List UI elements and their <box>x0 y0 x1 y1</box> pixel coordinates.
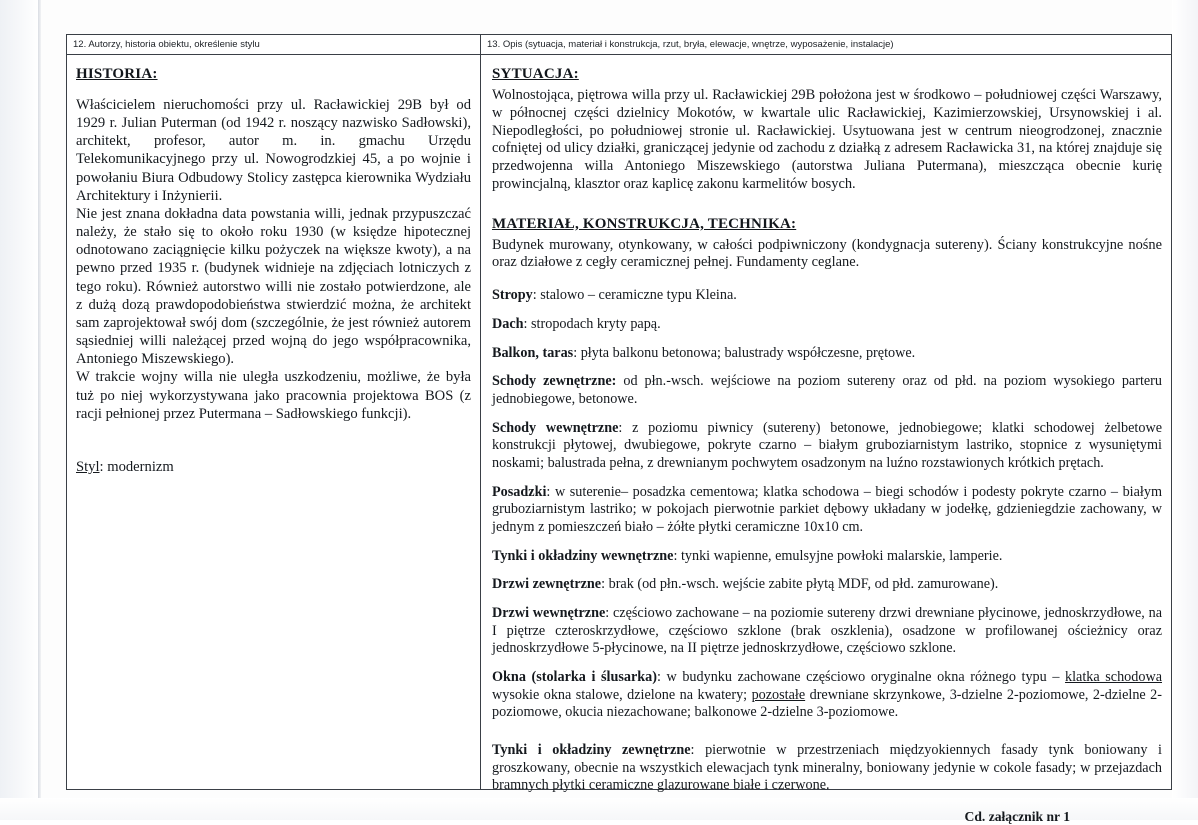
entry-dach-text: stropodach kryty papą. <box>531 315 661 332</box>
scan-left-edge <box>0 0 38 820</box>
entry-stropy-text: stalowo – ceramiczne typu Kleina. <box>540 287 737 304</box>
entry-tynki-zewnetrzne-text: pierwotnie w przestrzeniach międzyokiennych fasady tynk boniowany i groszkowany, obecnie na wszystkich elewacjach tynk mineralny, boniowany jedynie w cokole fasady; w przejazdach bramnych płytki ceramiczne glazurowane białe i czerwone. <box>492 742 1162 794</box>
situation-text: Wolnostojąca, piętrowa willa przy ul. Racławickiej 29B położona jest w środkowo – południowej części Warszawy, w północnej części dzielnicy Mokotów, w kwartale ulic Racławickiej, Kazimierzowskiej, Ursynowskiej i al. Niepodległości, po południowej stronie ul. Racławickiej. Usytuowana jest w centrum nieogrodzonej, znacznie cofniętej od ulicy działki, graniczącej jedynie od zachodu z działką z adresem Racławicka 31, na której znajduje się przedwojenna willa Antoniego Miszewskiego (autorstwa Juliana Putermana), mieszcząca obecnie kurię prowincjalną, klasztor oraz kaplicę zakonu karmelitów bosych. <box>492 87 1162 192</box>
entry-balkon-taras-label: Balkon, taras <box>492 344 574 361</box>
field-12-header: 12. Autorzy, historia obiektu, określenie stylu <box>67 35 481 54</box>
entry-posadzki <box>492 484 1162 537</box>
entry-stropy-sep: : <box>532 287 541 304</box>
situation-spacer <box>492 194 1162 216</box>
entry-schody-wewnetrzne-label: Schody wewnętrzne <box>492 419 619 436</box>
entry-drzwi-wewnetrzne-sep: : <box>605 604 613 621</box>
entry-okna-label: Okna (stolarka i ślusarka) <box>492 669 657 685</box>
entry-okna-text-part-3: drewniane skrzynkowe, 3-dzielne 2-poziomowe, 2-dzielne 2-poziomowe, okucia niezachowane; balkonowe 2-dzielne 3-poziomowe. <box>492 686 1162 721</box>
entry-stropy-label: Stropy <box>492 287 533 304</box>
material-text: Budynek murowany, otynkowany, w całości podpiwniczony (kondygnacja sutereny). Ściany konstrukcyjne nośne oraz działowe z cegły ceramicznej pełnej. Fundamenty ceglane. <box>492 236 1162 271</box>
okna-spacer <box>492 733 1162 742</box>
entry-tynki-zewnetrzne-label: Tynki i okładziny zewnętrzne <box>492 742 691 759</box>
entry-dach <box>492 316 1162 334</box>
entry-posadzki-sep: : <box>546 483 555 500</box>
entry-tynki-wewnetrzne <box>492 548 1162 566</box>
table-body-row <box>67 55 1171 825</box>
entry-drzwi-wewnetrzne <box>492 605 1162 658</box>
continuation-note: Cd. załącznik nr 1 <box>964 809 1070 825</box>
entry-drzwi-wewnetrzne-label: Drzwi wewnętrzne <box>492 604 606 621</box>
entry-tynki-wewnetrzne-sep: : <box>673 547 681 564</box>
record-card-table <box>66 34 1172 825</box>
material-title: MATERIAŁ, KONSTRUKCJA, TECHNIKA: <box>492 215 797 232</box>
entry-schody-wewnetrzne-sep: : <box>618 419 633 436</box>
entry-okna-underline-klatka-schodowa: klatka schodowa <box>1065 669 1162 685</box>
column-description <box>481 55 1171 825</box>
entry-schody-zewnetrzne-label: Schody zewnętrzne: <box>492 373 617 390</box>
entry-dach-label: Dach <box>492 315 524 332</box>
history-paragraph-3: W trakcie wojny willa nie uległa uszkodzeniu, możliwe, że była tuż po niej wykorzystywana jako pracownia projektowa BOS (z racji pełnionej przez Putermana – Sadłowskiego funkcji). <box>76 369 471 422</box>
entry-dach-sep: : <box>523 315 532 332</box>
material-spacer <box>492 272 1162 287</box>
entry-tynki-zewnetrzne-sep: : <box>690 742 706 759</box>
history-title: HISTORIA: <box>76 66 158 82</box>
table-header-row <box>67 35 1171 55</box>
scan-right-edge <box>1172 0 1198 820</box>
entry-schody-wewnetrzne <box>492 420 1162 473</box>
field-13-header: 13. Opis (sytuacja, materiał i konstrukcja, rzut, bryła, elewacje, wnętrze, wyposażenie, instalacje) <box>487 39 894 50</box>
style-value: : modernizm <box>99 458 174 475</box>
entry-balkon-taras <box>492 345 1162 363</box>
entry-stropy <box>492 287 1162 305</box>
entry-posadzki-text: w suterenie– posadzka cementowa; klatka schodowa – biegi schodów i podesty pokryte czarno – białym gruboziarnistym lastriko; w pokojach pierwotnie parkiet dębowy układany w jodełkę, gdzieniegdzie zachowany, w jednym z pomieszczeń biało – żółte płytki ceramiczne 10x10 cm. <box>492 483 1162 535</box>
history-paragraph-2: Nie jest znana dokładna data powstania willi, jednak przypuszczać należy, że stało się to około roku 1930 (w księdze hipotecznej odnotowano zaciągnięcie kilku pożyczek na większe kwoty), a na pewno przed 1935 r. (budynek widnieje na zdjęciach lotniczych z tego roku). Również autorstwo willi nie zostało potwierdzone, ale z dużą dozą prawdopodobieństwa stwierdzić można, że architekt sam zaprojektował swój dom (szczególnie, że jest również autorem sąsiedniej willi należącej przed wojną do jego współpracownika, Antoniego Miszewskiego). <box>76 205 471 368</box>
entry-balkon-taras-sep: : <box>573 344 581 361</box>
entry-drzwi-zewnetrzne <box>492 576 1162 594</box>
entry-okna <box>492 669 1162 722</box>
history-paragraph-1: Właścicielem nieruchomości przy ul. Racławickiej 29B był od 1929 r. Julian Puterman (od 1942 r. noszący nazwisko Sadłowski), architekt, profesor, autor m. in. gmachu Urzędu Telekomunikacyjnego przy ul. Nowogrodzkiej 45, a po wojnie i powołaniu Biura Odbudowy Stolicy zastępca kierownika Wydziału Architektury i Inżynierii. <box>76 97 471 204</box>
entry-balkon-taras-text: płyta balkonu betonowa; balustrady współczesne, prętowe. <box>580 344 916 361</box>
scan-page-fold <box>38 0 41 820</box>
situation-title: SYTUACJA: <box>492 66 579 82</box>
entry-drzwi-zewnetrzne-sep: : <box>601 576 609 593</box>
entry-okna-text-part-1: w budynku zachowane częściowo oryginalne okna różnego typu – <box>666 669 1066 685</box>
history-spacer <box>76 423 471 459</box>
entry-tynki-wewnetrzne-text: tynki wapienne, emulsyjne powłoki malarskie, lamperie. <box>680 547 1003 564</box>
style-line <box>76 459 471 476</box>
entry-okna-underline-pozostale: pozostałe <box>751 686 806 703</box>
column-history <box>67 55 481 789</box>
style-label: Styl <box>76 458 100 475</box>
entry-posadzki-label: Posadzki <box>492 483 547 500</box>
entry-schody-zewnetrzne-text: od płn.-wsch. wejściowe na poziom sutereny oraz od płd. na poziom wysokiego parteru jednobiegowe, betonowe. <box>492 373 1162 407</box>
entry-drzwi-wewnetrzne-text: częściowo zachowane – na poziomie sutereny drzwi drewniane płycinowe, jednoskrzydłowe, na I piętrze czteroskrzydłowe, częściowo szklone (brak oszklenia), osadzone w profilowanej ościeżnicy oraz jednoskrzydłowe 5-płycinowe, na II piętrze jednoskrzydłowe, częściowo szklone. <box>492 604 1162 657</box>
entry-drzwi-zewnetrzne-text: brak (od płn.-wsch. wejście zabite płytą MDF, od płd. zamurowane). <box>608 576 999 593</box>
entry-drzwi-zewnetrzne-label: Drzwi zewnętrzne <box>492 576 602 593</box>
entry-okna-sep: : <box>656 669 667 685</box>
entry-schody-wewnetrzne-text: z poziomu piwnicy (sutereny) betonowe, jednobiegowe; klatki schodowej żelbetowe konstrukcji płytowej, dwubiegowe, pokryte czarno – białym gruboziarnistym lastriko, stopnice z wysuniętymi noskami; balustrada pełna, z drewnianym pochwytem osadzonym na luźno rozstawionych krótkich prętach. <box>492 419 1162 471</box>
entry-okna-text-part-2: wysokie okna stalowe, dzielone na kwatery; <box>492 686 752 703</box>
entry-tynki-zewnetrzne <box>492 742 1162 795</box>
entry-schody-zewnetrzne <box>492 373 1162 408</box>
entry-tynki-wewnetrzne-label: Tynki i okładziny wewnętrzne <box>492 547 674 564</box>
